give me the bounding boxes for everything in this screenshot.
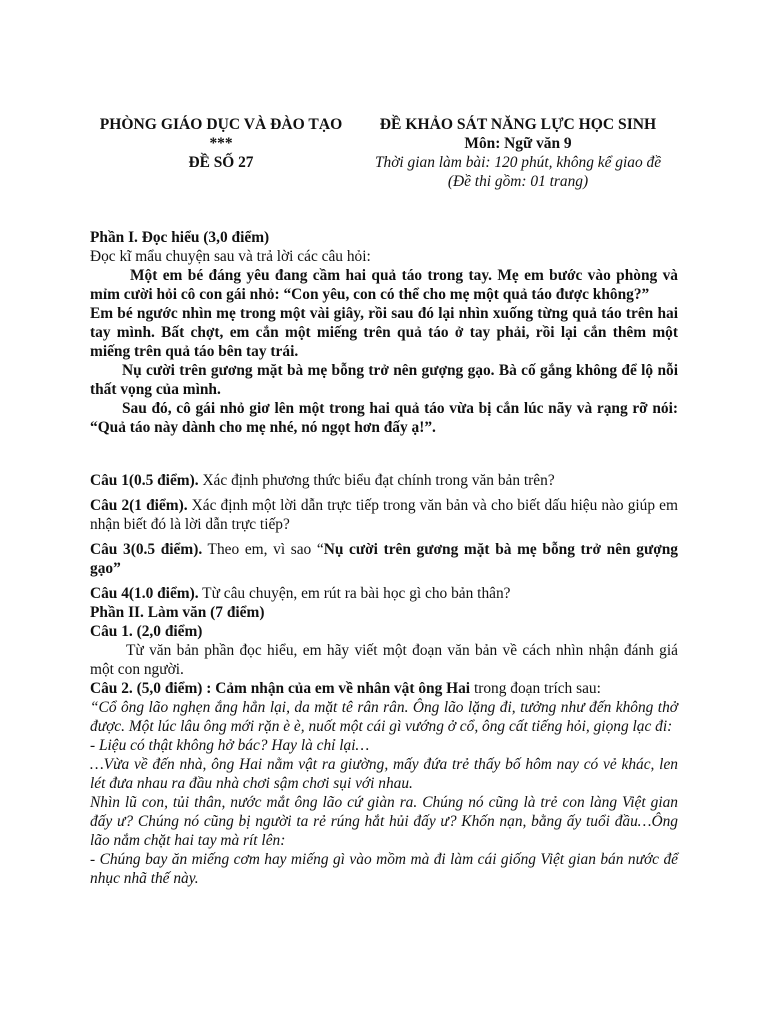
- exam-header: [90, 114, 678, 191]
- essay-question-2: [90, 679, 678, 698]
- excerpt-paragraph-5: - Chúng bay ăn miếng cơm hay miếng gì vào mồm mà đi làm cái giống Việt gian bán nước để nhục nhã thế này.: [90, 851, 678, 887]
- document-content: [90, 114, 678, 888]
- essay-question-2-label: Câu 2. (5,0 điểm) : Cảm nhận của em về nhân vật ông Hai: [90, 680, 471, 697]
- excerpt-paragraph-4: Nhìn lũ con, tủi thân, nước mắt ông lão cứ giàn ra. Chúng nó cũng là trẻ con làng Việt gian đấy ư? Chúng nó cũng bị người ta rẻ rúng hắt hủi đấy ư? Khốn nạn, bằng ấy tuổi đầu…Ông lão nắm chặt hai tay mà rít lên:: [90, 794, 678, 849]
- story-paragraph-3: Nụ cười trên gương mặt bà mẹ bỗng trở nên gượng gạo. Bà cố gắng không để lộ nỗi thất vọng của mình.: [90, 362, 678, 398]
- excerpt-paragraph-1: “Cổ ông lão nghẹn ắng hẳn lại, da mặt tê rân rân. Ông lão lặng đi, tưởng như đến không thở được. Một lúc lâu ông mới rặn è è, nuốt một cái gì vướng ở cổ, ông cất tiếng hỏi, giọng lạc đi:: [90, 699, 678, 735]
- essay-question-2-text: trong đoạn trích sau:: [470, 680, 601, 697]
- part1-title: Phần I. Đọc hiểu (3,0 điểm): [90, 229, 270, 246]
- question-4-label: Câu 4(1.0 điểm).: [90, 585, 199, 602]
- story-paragraph-2: Em bé ngước nhìn mẹ trong một vài giây, rồi sau đó lại nhìn xuống từng quả táo trên hai tay mình. Bất chợt, em cắn một miếng trên quả táo ở tay phải, rồi lại cắn thêm một miếng trên quả táo bên tay trái.: [90, 305, 678, 360]
- question-4: [90, 584, 678, 603]
- question-4-text: Từ câu chuyện, em rút ra bài học gì cho bản thân?: [198, 585, 511, 602]
- exam-title: ĐỀ KHẢO SÁT NĂNG LỰC HỌC SINH: [379, 116, 657, 133]
- header-left: [90, 114, 352, 191]
- time-limit: Thời gian làm bài: 120 phút, không kể giao đề: [374, 154, 662, 171]
- excerpt-paragraph-3: …Vừa về đến nhà, ông Hai nằm vật ra giường, mấy đứa trẻ thấy bố hôm nay có vẻ khác, len lét đưa nhau ra đầu nhà chơi sậm chơi sụi với nhau.: [90, 756, 678, 792]
- question-1-label: Câu 1(0.5 điểm).: [90, 472, 199, 489]
- question-2-text: Xác định một lời dẫn trực tiếp trong văn bản và cho biết dấu hiệu nào giúp em nhận biết đó là lời dẫn trực tiếp?: [90, 497, 678, 533]
- excerpt-paragraph-2: - Liệu có thật không hở bác? Hay là chỉ lại…: [90, 737, 370, 754]
- header-stars: ***: [209, 135, 233, 152]
- question-2: [90, 496, 678, 534]
- question-1: [90, 471, 678, 490]
- subject: Môn: Ngữ văn 9: [464, 135, 572, 152]
- exam-number: ĐỀ SỐ 27: [188, 154, 254, 171]
- part2-title: Phần II. Làm văn (7 điểm): [90, 604, 265, 621]
- department-name: PHÒNG GIÁO DỤC VÀ ĐÀO TẠO: [99, 116, 343, 133]
- essay-question-1-text: Từ văn bản phần đọc hiểu, em hãy viết một đoạn văn bản về cách nhìn nhận đánh giá một con người.: [90, 642, 678, 678]
- story-paragraph-4: Sau đó, cô gái nhỏ giơ lên một trong hai quả táo vừa bị cắn lúc nãy và rạng rỡ nói: “Quả táo này dành cho mẹ nhé, nó ngọt hơn đấy ạ!”.: [90, 400, 678, 436]
- question-3-text: Theo em, vì sao “: [202, 541, 324, 558]
- page-count: (Đề thi gồm: 01 trang): [447, 173, 589, 190]
- essay-question-1-label: Câu 1. (2,0 điểm): [90, 623, 203, 640]
- question-1-text: Xác định phương thức biểu đạt chính trong văn bản trên?: [198, 472, 555, 489]
- question-3-label: Câu 3(0.5 điểm).: [90, 541, 203, 558]
- question-3: [90, 540, 678, 578]
- part1-instruction: Đọc kĩ mẩu chuyện sau và trả lời các câu hỏi:: [90, 248, 371, 265]
- question-2-label: Câu 2(1 điểm).: [90, 497, 188, 514]
- story-paragraph-1: Một em bé đáng yêu đang cầm hai quả táo trong tay. Mẹ em bước vào phòng và mỉm cười hỏi cô con gái nhỏ: “Con yêu, con có thể cho mẹ một quả táo được không?”: [90, 267, 678, 303]
- question-3-quote: Nụ cười trên gương mặt bà mẹ bỗng trở nên gượng gạo”: [90, 541, 678, 577]
- header-right: [358, 114, 678, 191]
